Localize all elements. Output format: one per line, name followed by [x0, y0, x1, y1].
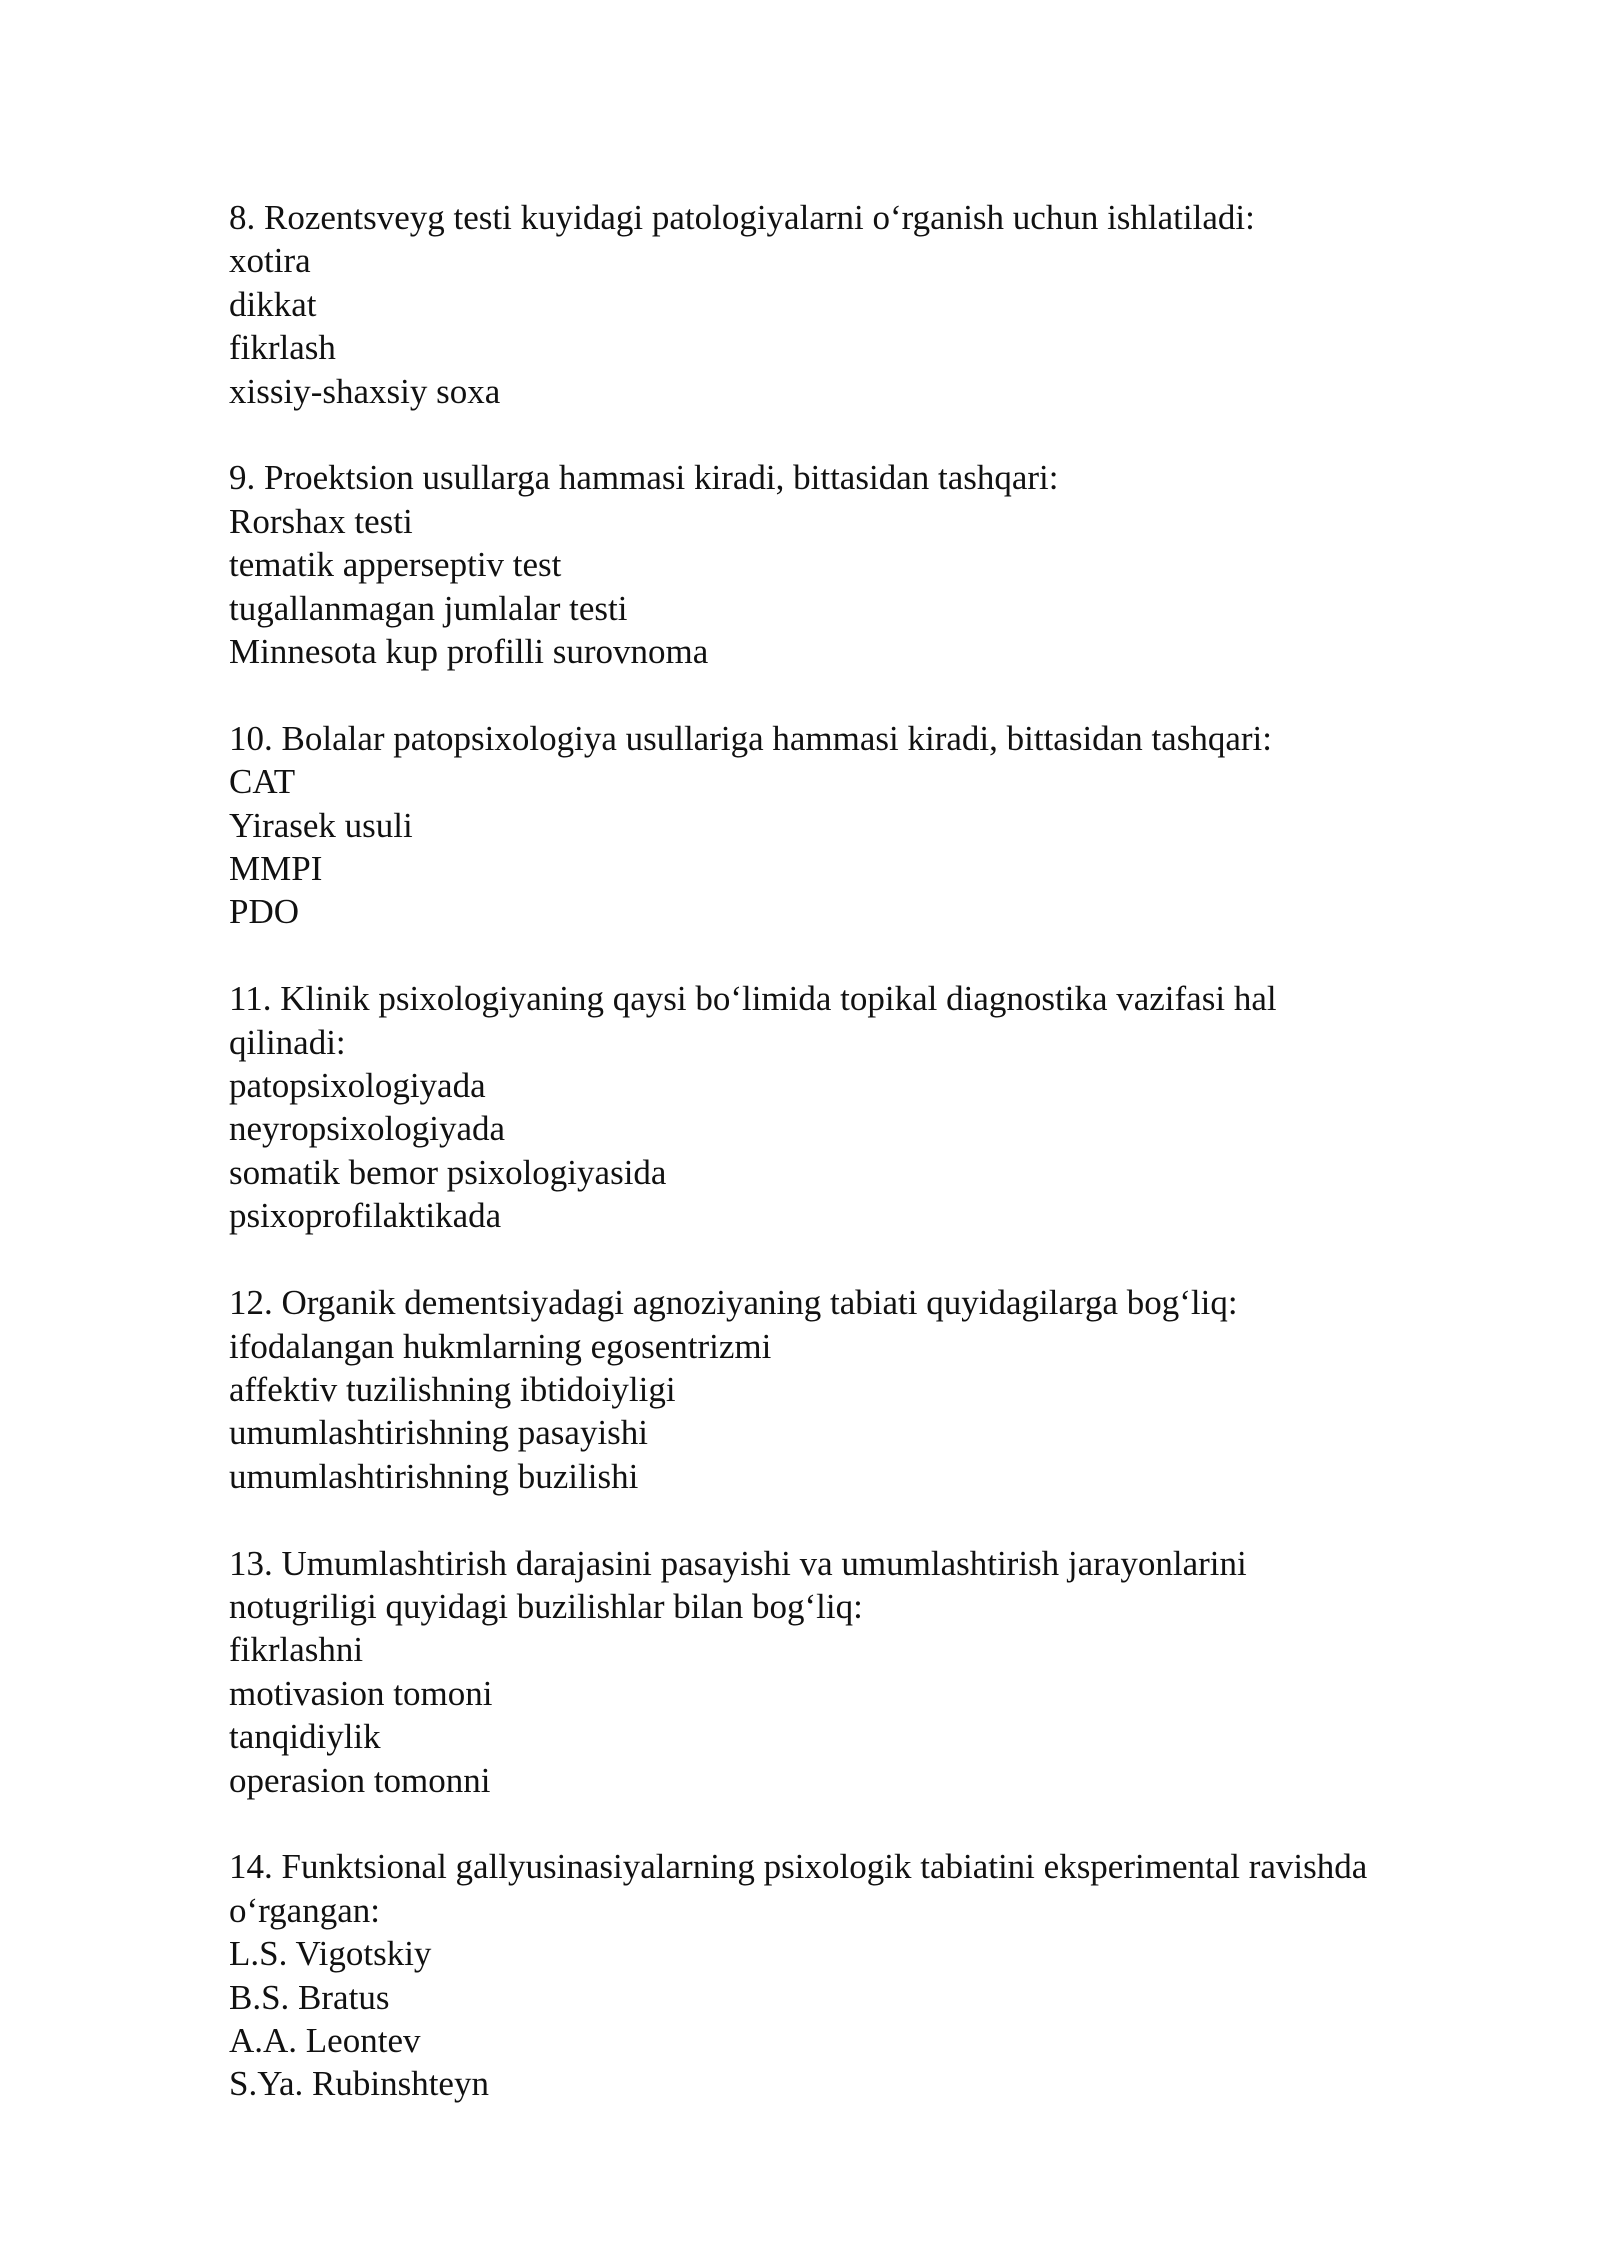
- answer-option: dikkat: [229, 284, 317, 324]
- question-text: 14. Funktsional gallyusinasiyalarning psixologik tabiatini eksperimental ravishda: [229, 1847, 1368, 1887]
- question-9: [229, 456, 1529, 673]
- answer-option: Yirasek usuli: [229, 805, 413, 845]
- answer-option: fikrlashni: [229, 1630, 364, 1670]
- answer-option: xotira: [229, 241, 311, 281]
- question-text-continued: o‘rgangan:: [229, 1890, 380, 1930]
- question-text: 10. Bolalar patopsixologiya usullariga hammasi kiradi, bittasidan tashqari:: [229, 718, 1272, 758]
- answer-option: umumlashtirishning buzilishi: [229, 1456, 639, 1496]
- answer-option: Rorshax testi: [229, 501, 413, 541]
- answer-option: somatik bemor psixologiyasida: [229, 1152, 667, 1192]
- answer-option: psixoprofilaktikada: [229, 1196, 502, 1236]
- question-14: [229, 1845, 1529, 2105]
- question-text-continued: qilinadi:: [229, 1022, 346, 1062]
- answer-option: motivasion tomoni: [229, 1673, 493, 1713]
- question-8: [229, 196, 1529, 413]
- answer-option: B.S. Bratus: [229, 1977, 390, 2017]
- answer-option: tanqidiylik: [229, 1717, 381, 1757]
- question-10: [229, 717, 1529, 934]
- question-text: 11. Klinik psixologiyaning qaysi bo‘limida topikal diagnostika vazifasi hal: [229, 979, 1277, 1019]
- answer-option: patopsixologiyada: [229, 1066, 486, 1106]
- answer-option: L.S. Vigotskiy: [229, 1934, 432, 1974]
- answer-option: tematik apperseptiv test: [229, 545, 562, 585]
- answer-option: umumlashtirishning pasayishi: [229, 1413, 649, 1453]
- answer-option: affektiv tuzilishning ibtidoiyligi: [229, 1369, 676, 1409]
- answer-option: fikrlash: [229, 328, 336, 368]
- question-12: [229, 1281, 1529, 1498]
- answer-option: xissiy-shaxsiy soxa: [229, 371, 501, 411]
- answer-option: ifodalangan hukmlarning egosentrizmi: [229, 1326, 772, 1366]
- question-text-continued: notugriligi quyidagi buzilishlar bilan bog‘liq:: [229, 1586, 863, 1626]
- answer-option: tugallanmagan jumlalar testi: [229, 588, 628, 628]
- question-text: 13. Umumlashtirish darajasini pasayishi va umumlashtirish jarayonlarini: [229, 1543, 1247, 1583]
- answer-option: neyropsixologiyada: [229, 1109, 506, 1149]
- question-list: [229, 196, 1529, 2149]
- question-text: 9. Proektsion usullarga hammasi kiradi, bittasidan tashqari:: [229, 458, 1059, 498]
- question-13: [229, 1542, 1529, 1802]
- answer-option: Minnesota kup profilli surovnoma: [229, 632, 709, 672]
- answer-option: MMPI: [229, 849, 323, 889]
- answer-option: S.Ya. Rubinshteyn: [229, 2064, 489, 2104]
- question-11: [229, 977, 1529, 1237]
- answer-option: CAT: [229, 762, 296, 802]
- answer-option: A.A. Leontev: [229, 2020, 421, 2060]
- answer-option: operasion tomonni: [229, 1760, 491, 1800]
- answer-option: PDO: [229, 892, 300, 932]
- question-text: 8. Rozentsveyg testi kuyidagi patologiyalarni o‘rganish uchun ishlatiladi:: [229, 198, 1255, 237]
- question-text: 12. Organik dementsiyadagi agnoziyaning tabiati quyidagilarga bog‘liq:: [229, 1283, 1238, 1323]
